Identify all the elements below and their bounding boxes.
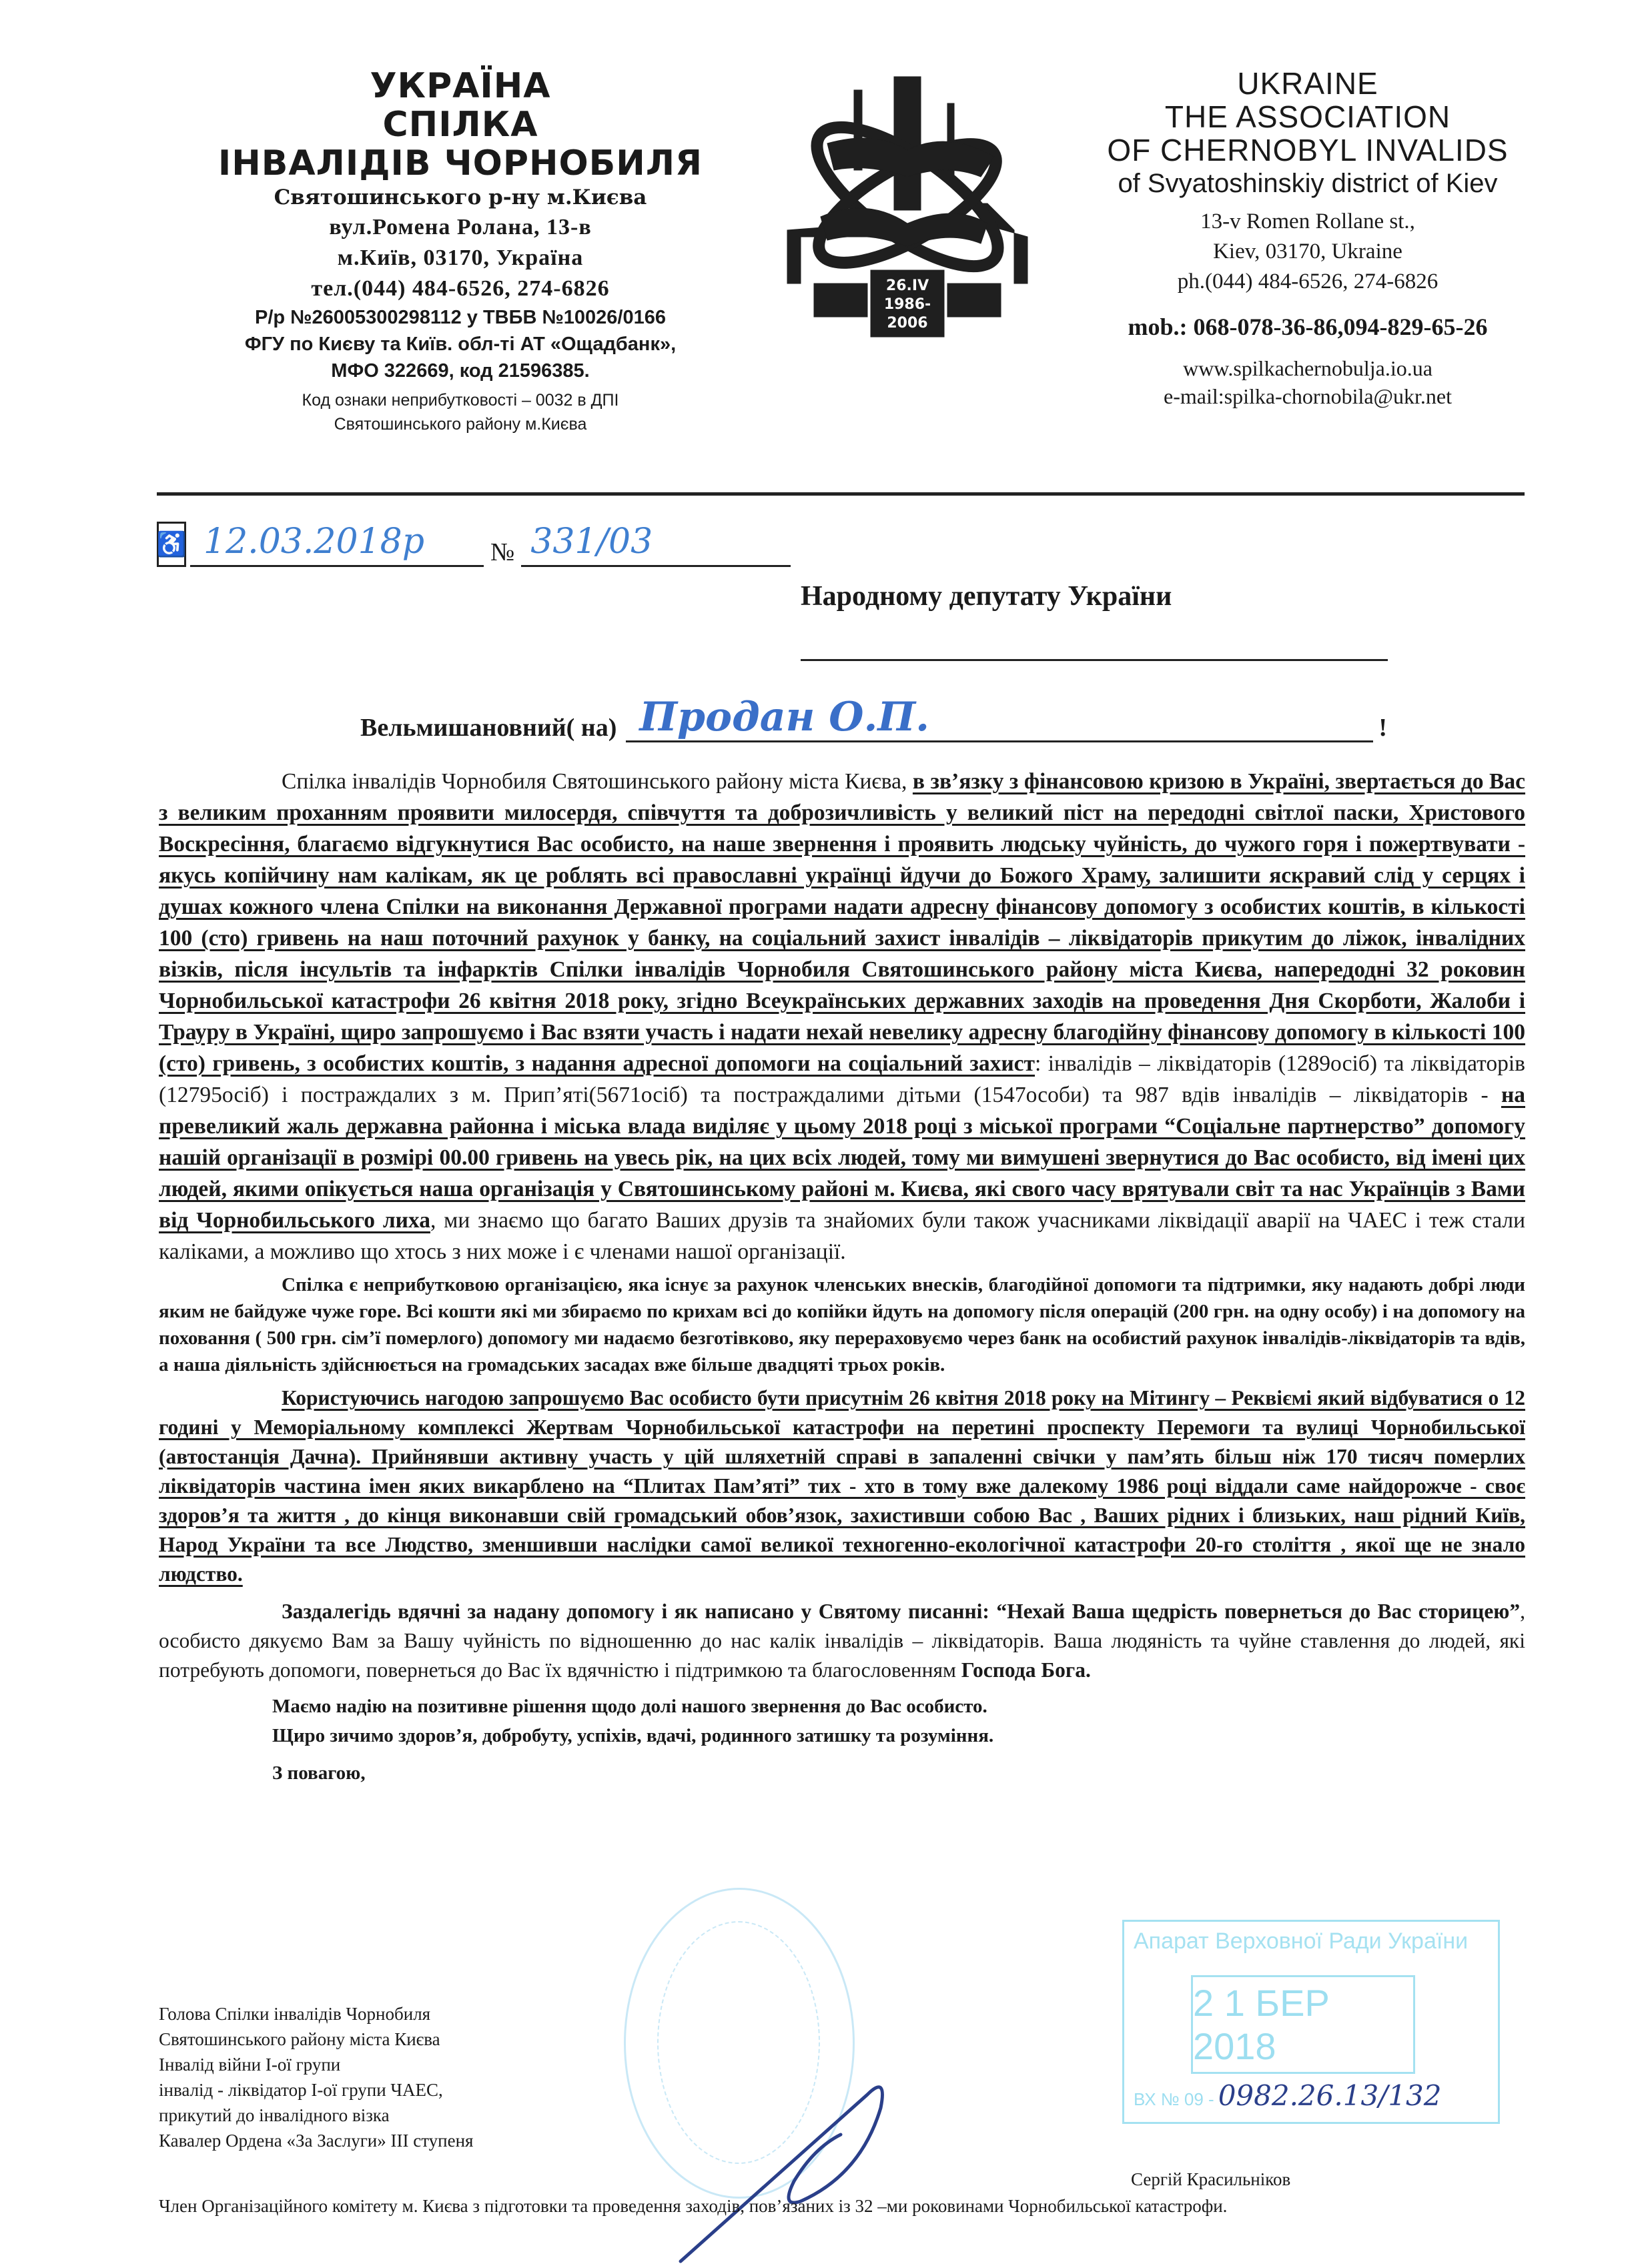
registration-stamp bbox=[1122, 1920, 1500, 2124]
closing-regards: З повагою, bbox=[272, 1762, 366, 1784]
signatory-title-line: Кавалер Ордена «За Заслуги» ІІІ ступеня bbox=[159, 2131, 474, 2151]
appeal-text: Спілка інвалідів Чорнобиля Святошинського району міста Києва, bbox=[282, 769, 913, 794]
svg-text:26.IV: 26.IV bbox=[885, 277, 929, 294]
addressee-title: Народному депутату України bbox=[801, 581, 1172, 612]
salutation-label: Вельмишановний( на) bbox=[360, 714, 617, 742]
org-title-en-line2: OF CHERNOBYL INVALIDS bbox=[1107, 133, 1509, 167]
bank-account: Р/р №26005300298112 у ТВБВ №10026/0166 bbox=[255, 307, 666, 328]
appeal-statistics: : інвалідів – ліквідаторів (1289осіб) та ліквідаторів (12795осіб) і постраждалих з м. Прип’яті(5671осіб) та постраждалими дітьми (1547особи) та 987 вдів інвалідів – ліквідаторів - bbox=[159, 1051, 1526, 1107]
org-district-en: of Svyatoshinskiy district of Kiev bbox=[1118, 169, 1498, 198]
country-title-en: UKRAINE bbox=[1237, 66, 1378, 101]
signer-name: Сергій Красильніков bbox=[1131, 2169, 1291, 2189]
svg-text:1986-: 1986- bbox=[883, 296, 931, 313]
letterhead-divider bbox=[157, 492, 1525, 496]
closing-hope: Маємо надію на позитивне рішення щодо долі нашого звернення до Вас особисто. bbox=[272, 1696, 987, 1717]
signatory-title-line: Інвалід війни І-ої групи bbox=[159, 2055, 341, 2075]
handwritten-signature bbox=[667, 2068, 947, 2268]
org-title-line2: ІНВАЛІДІВ ЧОРНОБИЛЯ bbox=[218, 143, 703, 183]
bank-name: ФГУ по Києву та Київ. обл-ті АТ «Ощадбанк», bbox=[244, 334, 677, 355]
letter-body bbox=[159, 766, 1525, 1788]
outgoing-number: 331/03 bbox=[521, 518, 791, 567]
paragraph-nonprofit: Спілка є неприбутковою організацією, яка існує за рахунок членських внесків, благодійної допомоги та підтримки, яку надають добрі люди яким не байдуже чуже горе. Всі кошти які ми збираємо по крихам всі до копійки йдуть на допомогу після операцій (200 грн. на одну особу) і на допомогу на поховання ( 500 грн. сім’ї померлого) допомогу ми надаємо безготівково, яку перераховуємо через банк на особистий рахунок інвалідів-ліквідаторів та вдів, а наша діяльність здійснюється на громадських засадах вже більше двадцяті трьох років. bbox=[159, 1274, 1525, 1375]
org-phone: тел.(044) 484-6526, 274-6826 bbox=[311, 276, 610, 301]
addressee-name: Продан О.П. bbox=[626, 694, 1373, 742]
number-label: № bbox=[490, 538, 515, 566]
paragraph-thanks bbox=[159, 1597, 1525, 1685]
thanks-blessing: Господа Бога. bbox=[961, 1658, 1091, 1682]
stamp-reg-label: ВХ № 09 - bbox=[1134, 2089, 1214, 2109]
paragraph-invitation: Користуючись нагодою запрошуємо Вас особисто бути присутнім 26 квітня 2018 року на Мітингу – Реквіємі який відбуватися о 12 годині у Меморіальному комплексі Жертвам Чорнобильської катастрофи на перетині проспекту Перемоги та вулиці Чорнобильської (автостанція Дачна). Прийнявши активну участь у цій шляхетній справі в запаленні свічки у пам’ять більш ніж 170 тисяч померлих ліквідаторів частина імен яких викарблено на “Плитах Пам’яті” тих - хто в тому вже далекому 1986 році віддали саме найдорожче - своє здоров’я та життя , до кінця виконавши свій громадський обов’язок, захистивши собою Вас , Ваших рідних і близьких, наш рідний Київ, Народ України та все Людство, зменшивши наслідки самої великої техногенно-екологічної катастрофи 20-го століття , якої ще не знало людство. bbox=[159, 1386, 1525, 1586]
org-district: Святошинського р-ну м.Києва bbox=[274, 185, 647, 209]
reactor-emblem-icon bbox=[781, 63, 1034, 344]
thanks-quote: Заздалегідь вдячні за надану допомогу і як написано у Святому писанні: “Нехай Ваша щедрість повернеться до Вас сторицею” bbox=[282, 1600, 1521, 1623]
signatory-committee-role: Член Організаційного комітету м. Києва з підготовки та проведення заходів, пов’язаних із 32 –ми роковинами Чорнобильської катастрофи. bbox=[159, 2196, 1228, 2216]
org-address-street: вул.Ромена Ролана, 13-в bbox=[329, 215, 592, 239]
appeal-emphasis: в зв’язку з фінансовою кризою в Україні, звертається до Вас з великим проханням проявити милосердя, співчуття та доброзичливість у великий піст на передодні світлої паски, Христового Воскресіння, благаємо відгукнутися Вас особисто, на наше звернення і проявить людську чуйність, до чужого горя і пожертвувати - якусь копійчину нам калікам, як це роблять всі православні українці йдучи до Божого Храму, залишити яскравий слід у серцях і душах кожного члена Спілки на виконання Державної програми надати адресну фінансову допомогу з особистих коштів, в кількості 100 (сто) гривень на наш поточний рахунок у банку, на соціальний захист інвалідів – ліквідаторів прикутим до ліжок, інвалідних візків, після інсультів та інфарктів Спілки інвалідів Чорнобиля Святошинського району міста Києва, напередодні 32 роковин Чорнобильської катастрофи 26 квітня 2018 року, згідно Всеукраїнських державних заходів на проведення Дня Скорботи, Жалоби і Трауру в Україні, щиро запрошуємо і Вас взяти участь і надати нехай невелику адресну благодійну фінансову допомогу в кількості 100 (сто) гривень, з особистих коштів, з надання адресної допомоги на соціальний захист bbox=[159, 769, 1526, 1076]
signatory-title-line: Святошинського району міста Києва bbox=[159, 2029, 440, 2049]
addressee-blank-line bbox=[801, 659, 1388, 661]
country-title: УКРАЇНА bbox=[370, 66, 551, 106]
nonprofit-code: Код ознаки неприбутковості – 0032 в ДПІ bbox=[302, 391, 619, 410]
bank-codes: МФО 322669, код 21596385. bbox=[331, 360, 590, 382]
signatory-titles bbox=[159, 2001, 473, 2153]
paragraph-appeal bbox=[159, 766, 1525, 1267]
thanks-text: , особисто дякуємо Вам за Вашу чуйність по відношенню до нас калік інвалідів – ліквідаторів. Ваша людяність та чуйне ставлення до людей, які потребують допомоги, повернеться до Вас їх вдячністю і підтримкою та благословенням bbox=[159, 1600, 1525, 1682]
appeal-closing-text: , ми знаємо що багато Ваших друзів та знайомих були також учасниками ліквідації аварії на ЧАЕС і теж стали каліками, а можливо що хтось з них може і є членами нашої організації. bbox=[159, 1208, 1525, 1264]
salutation-exclamation: ! bbox=[1378, 714, 1387, 742]
org-address-street-en: 13-v Romen Rollane st., bbox=[1200, 209, 1415, 233]
stamp-registration bbox=[1134, 2079, 1441, 2112]
signatory-title-line: Голова Спілки інвалідів Чорнобиля bbox=[159, 2004, 431, 2024]
wheelchair-icon: ♿ bbox=[157, 522, 186, 567]
org-phone-en: ph.(044) 484-6526, 274-6826 bbox=[1177, 269, 1438, 294]
org-website[interactable]: www.spilkachernobulja.io.ua bbox=[1183, 356, 1432, 380]
stamp-reg-number: 0982.26.13/132 bbox=[1218, 2079, 1442, 2112]
signatory-title-line: прикутий до інвалідного візка bbox=[159, 2105, 390, 2125]
appeal-funding-emphasis: на превеликий жаль державна районна і міська влада виділяє у цьому 2018 році з міської програми “Соціальне партнерство” допомогу нашій організації в розмірі 00.00 гривень на увесь рік, на цих всіх людей, тому ми вимушені звернутися до Вас особисто, від імені цих людей, якими опікується наша організація у Святошинському районі м. Києва, які свого часу врятували світ та нас Українців з Вами від Чорнобильського лиха bbox=[159, 1083, 1525, 1233]
nonprofit-office: Святошинського району м.Києва bbox=[334, 415, 587, 434]
org-address-city-en: Kiev, 03170, Ukraine bbox=[1213, 239, 1402, 263]
chernobyl-memorial-logo bbox=[781, 63, 1034, 344]
org-mobile: mob.: 068-078-36-86,094-829-65-26 bbox=[1128, 314, 1488, 340]
svg-text:2006: 2006 bbox=[887, 315, 928, 332]
reference-line bbox=[157, 507, 791, 567]
stamp-date: 2 1 БЕР 2018 bbox=[1191, 1975, 1415, 2074]
closing-wishes: Щиро зичимо здоров’я, добробуту, успіхів, вдачі, родинного затишку та розуміння. bbox=[272, 1725, 994, 1746]
stamp-organization: Апарат Верховної Ради України bbox=[1134, 1928, 1469, 1954]
salutation bbox=[360, 694, 1387, 742]
org-email[interactable]: e-mail:spilka-chornobila@ukr.net bbox=[1163, 384, 1452, 408]
letterhead-english bbox=[1014, 67, 1601, 410]
signatory-title-line: інвалід - ліквідатор І-ої групи ЧАЕС, bbox=[159, 2080, 443, 2100]
outgoing-date: 12.03.2018р bbox=[190, 518, 484, 567]
org-title-line1: СПІЛКА bbox=[382, 105, 538, 145]
org-title-en-line1: THE ASSOCIATION bbox=[1164, 99, 1451, 134]
letterhead-ukrainian bbox=[200, 67, 721, 436]
org-address-city: м.Київ, 03170, Україна bbox=[337, 245, 584, 270]
